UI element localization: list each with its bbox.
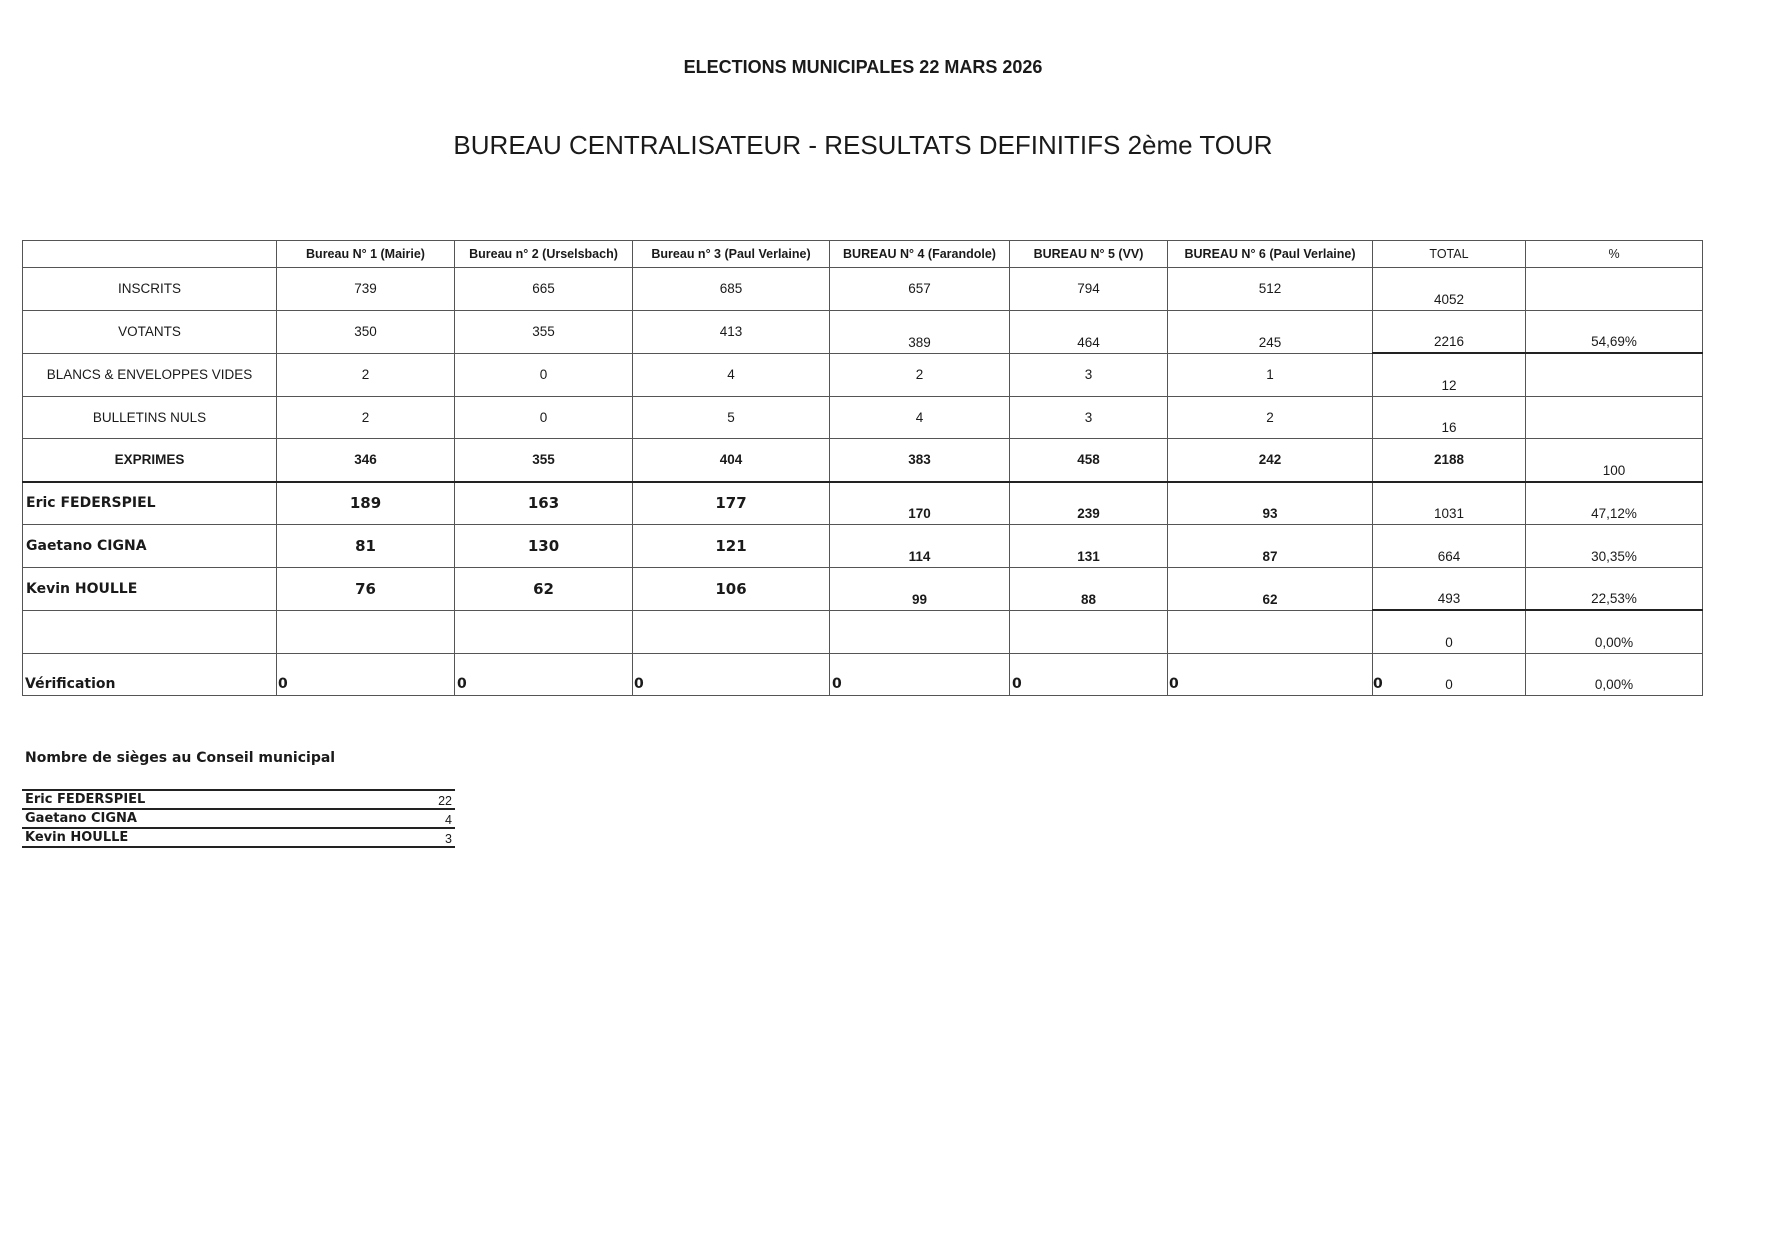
seats-row: [22, 828, 455, 847]
seats-count: 22: [396, 790, 455, 809]
row-label: [23, 610, 277, 653]
cell: 99: [830, 567, 1010, 610]
row-label: VOTANTS: [23, 310, 277, 353]
cell: 2: [1168, 396, 1373, 439]
document-subtitle: BUREAU CENTRALISATEUR - RESULTATS DEFINITIFS 2ème TOUR: [453, 130, 1273, 160]
col-header-percent: %: [1526, 241, 1703, 268]
cell: 4: [830, 396, 1010, 439]
table-row: [23, 482, 1703, 525]
col-header-total: TOTAL: [1373, 241, 1526, 268]
verification-value: 0: [1373, 676, 1383, 692]
col-header: Bureau n° 3 (Paul Verlaine): [633, 241, 830, 268]
cell: 512: [1168, 268, 1373, 311]
cell: 665: [455, 268, 633, 311]
seats-candidate: Kevin HOULLE: [22, 828, 396, 847]
cell: 242: [1168, 439, 1373, 482]
table-row: [23, 567, 1703, 610]
col-header: BUREAU N° 4 (Farandole): [830, 241, 1010, 268]
cell: 346: [277, 439, 455, 482]
cell-percent: 0,00%: [1526, 653, 1703, 696]
cell: 245: [1168, 310, 1373, 353]
verification-label: Vérification: [25, 676, 116, 692]
cell: 62: [1168, 567, 1373, 610]
table-row: [23, 396, 1703, 439]
document-title: ELECTIONS MUNICIPALES 22 MARS 2026: [683, 57, 1043, 77]
cell: 657: [830, 268, 1010, 311]
cell: 383: [830, 439, 1010, 482]
cell-total: 2188: [1373, 439, 1526, 482]
cell-percent: 54,69%: [1526, 310, 1703, 353]
cell-total: 493: [1373, 567, 1526, 610]
cell-total: 0: [1373, 653, 1526, 696]
cell: 458: [1010, 439, 1168, 482]
col-header: BUREAU N° 6 (Paul Verlaine): [1168, 241, 1373, 268]
cell-percent: 22,53%: [1526, 567, 1703, 610]
results-table: [22, 240, 1703, 696]
verification-value: 0: [457, 676, 467, 692]
verification-value: 0: [1012, 676, 1022, 692]
cell-total: 4052: [1373, 268, 1526, 311]
cell: 464: [1010, 310, 1168, 353]
cell: 3: [1010, 353, 1168, 396]
row-label: EXPRIMES: [23, 439, 277, 482]
cell-total: 16: [1373, 396, 1526, 439]
cell: 389: [830, 310, 1010, 353]
cell: [633, 610, 830, 653]
cell-percent: 30,35%: [1526, 525, 1703, 568]
cell-total: 2216: [1373, 310, 1526, 353]
candidate-name: Gaetano CIGNA: [23, 525, 277, 568]
cell-percent: 100: [1526, 439, 1703, 482]
cell: 189: [277, 482, 455, 525]
cell: 1: [1168, 353, 1373, 396]
cell: 355: [455, 439, 633, 482]
seats-count: 4: [396, 809, 455, 828]
seats-table: [22, 789, 455, 848]
cell: 404: [633, 439, 830, 482]
seats-row: [22, 790, 455, 809]
cell: 170: [830, 482, 1010, 525]
cell: 794: [1010, 268, 1168, 311]
cell: [277, 610, 455, 653]
seats-title: Nombre de sièges au Conseil municipal: [25, 750, 336, 766]
cell-total: 0: [1373, 610, 1526, 653]
table-row: [23, 525, 1703, 568]
cell: 685: [633, 268, 830, 311]
cell: 177: [633, 482, 830, 525]
verification-value: 0: [278, 676, 288, 692]
cell: 355: [455, 310, 633, 353]
row-label: BULLETINS NULS: [23, 396, 277, 439]
verification-value: 0: [832, 676, 842, 692]
row-label: BLANCS & ENVELOPPES VIDES: [23, 353, 277, 396]
cell: 76: [277, 567, 455, 610]
cell: 93: [1168, 482, 1373, 525]
table-row: [23, 353, 1703, 396]
cell-percent: [1526, 353, 1703, 396]
cell: 239: [1010, 482, 1168, 525]
seats-count: 3: [396, 828, 455, 847]
candidate-name: Kevin HOULLE: [23, 567, 277, 610]
cell: [1168, 610, 1373, 653]
cell: 350: [277, 310, 455, 353]
verification-value: 0: [1169, 676, 1179, 692]
cell: 114: [830, 525, 1010, 568]
cell: [1010, 610, 1168, 653]
candidate-name: Eric FEDERSPIEL: [23, 482, 277, 525]
cell-total: 664: [1373, 525, 1526, 568]
cell: 0: [455, 353, 633, 396]
cell: 163: [455, 482, 633, 525]
cell: 87: [1168, 525, 1373, 568]
cell-total: 1031: [1373, 482, 1526, 525]
cell: 131: [1010, 525, 1168, 568]
cell: 2: [277, 396, 455, 439]
cell: 106: [633, 567, 830, 610]
cell-percent: 0,00%: [1526, 610, 1703, 653]
cell: [455, 610, 633, 653]
col-header: BUREAU N° 5 (VV): [1010, 241, 1168, 268]
verification-value: 0: [634, 676, 644, 692]
row-label: INSCRITS: [23, 268, 277, 311]
cell: 130: [455, 525, 633, 568]
col-header: Bureau n° 2 (Urselsbach): [455, 241, 633, 268]
cell: [830, 610, 1010, 653]
cell: 2: [830, 353, 1010, 396]
cell-percent: 47,12%: [1526, 482, 1703, 525]
cell-percent: [1526, 396, 1703, 439]
cell: 88: [1010, 567, 1168, 610]
header-row: [23, 241, 1703, 268]
table-row: [23, 310, 1703, 353]
cell: 739: [277, 268, 455, 311]
cell: 81: [277, 525, 455, 568]
table-row: [23, 268, 1703, 311]
cell: 2: [277, 353, 455, 396]
cell-total: 12: [1373, 353, 1526, 396]
cell: 413: [633, 310, 830, 353]
seats-row: [22, 809, 455, 828]
cell: 3: [1010, 396, 1168, 439]
verification-row: [0, 676, 1778, 698]
seats-candidate: Eric FEDERSPIEL: [22, 790, 396, 809]
cell: 0: [455, 396, 633, 439]
cell: 62: [455, 567, 633, 610]
table-row: [23, 439, 1703, 482]
cell: 4: [633, 353, 830, 396]
header-corner: [23, 241, 277, 268]
col-header: Bureau N° 1 (Mairie): [277, 241, 455, 268]
seats-candidate: Gaetano CIGNA: [22, 809, 396, 828]
cell: 121: [633, 525, 830, 568]
table-row: [23, 610, 1703, 653]
cell: 5: [633, 396, 830, 439]
cell-percent: [1526, 268, 1703, 311]
